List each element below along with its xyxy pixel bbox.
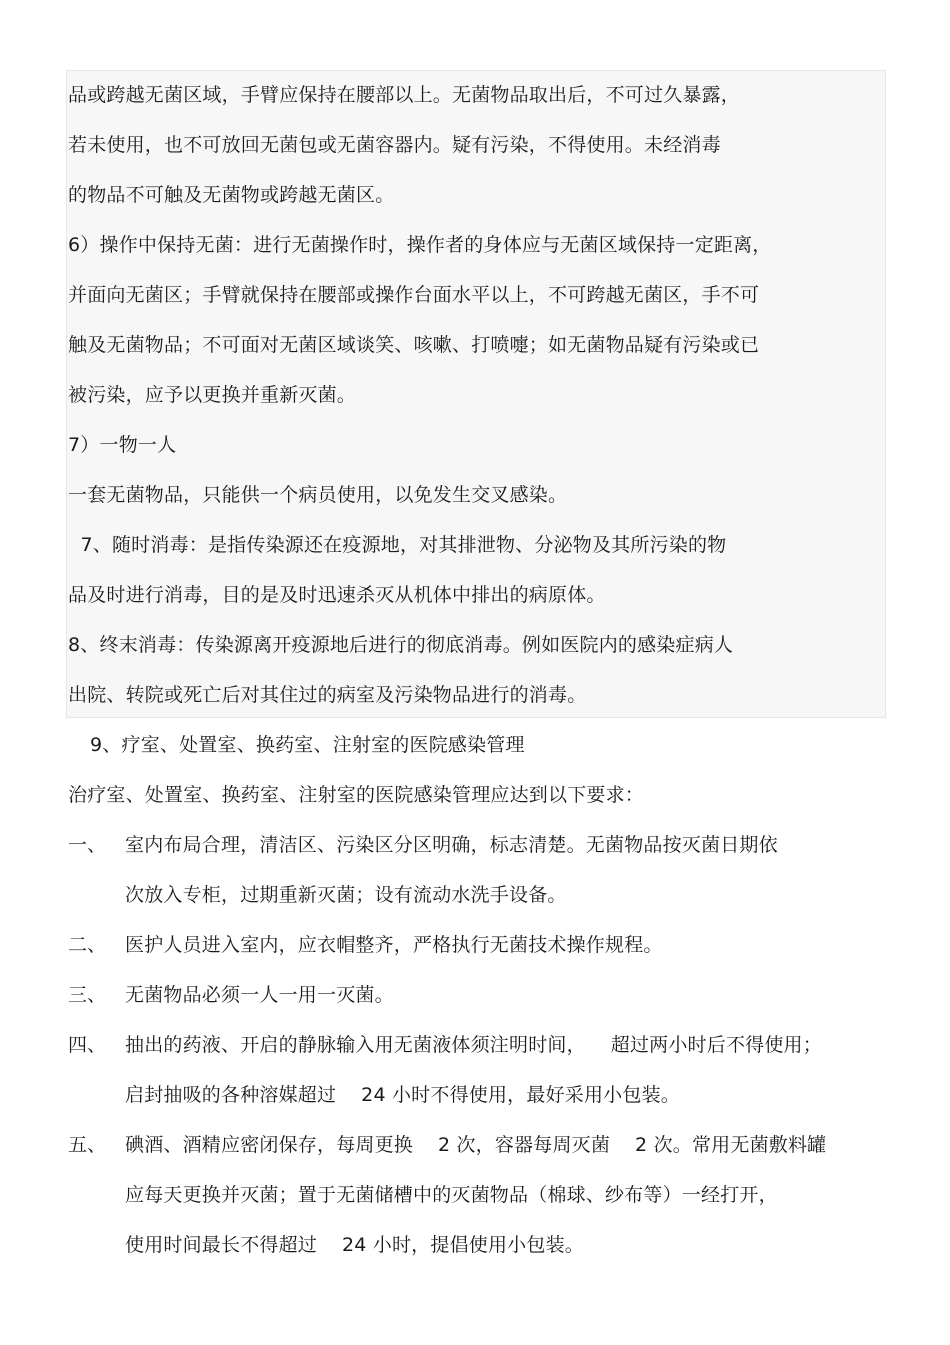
list-item-line: 室内布局合理，清洁区、污染区分区明确，标志清楚。无菌物品按灭菌日期依 (125, 834, 778, 856)
section-heading: 9、疗室、处置室、换药室、注射室的医院感染管理 (90, 734, 525, 756)
text-line: 6）操作中保持无菌：进行无菌操作时，操作者的身体应与无菌区域保持一定距离， (68, 234, 772, 256)
text-line: 被污染，应予以更换并重新灭菌。 (68, 384, 357, 406)
text-line: 出院、转院或死亡后对其住过的病室及污染物品进行的消毒。 (68, 684, 587, 706)
list-item-line: 启封抽吸的各种溶媒超过 24 小时不得使用，最好采用小包装。 (125, 1084, 680, 1106)
list-item-line: 医护人员进入室内，应衣帽整齐，严格执行无菌技术操作规程。 (125, 934, 663, 956)
list-item-line: 次放入专柜，过期重新灭菌；设有流动水洗手设备。 (125, 884, 567, 906)
list-item-line: 抽出的药液、开启的静脉输入用无菌液体须注明时间， 超过两小时后不得使用； (125, 1034, 822, 1056)
text-line: 触及无菌物品；不可面对无菌区域谈笑、咳嗽、打喷嚏；如无菌物品疑有污染或已 (68, 334, 760, 356)
text-line: 若未使用，也不可放回无菌包或无菌容器内。疑有污染，不得使用。未经消毒 (68, 134, 721, 156)
text-line: 的物品不可触及无菌物或跨越无菌区。 (68, 184, 395, 206)
text-line: 7、随时消毒：是指传染源还在疫源地，对其排泄物、分泌物及其所污染的物 (68, 534, 727, 556)
text-line: 品或跨越无菌区域，手臂应保持在腰部以上。无菌物品取出后，不可过久暴露， (68, 84, 741, 106)
list-number: 二、 (68, 934, 107, 956)
list-item-line: 使用时间最长不得超过 24 小时，提倡使用小包装。 (125, 1234, 584, 1256)
list-number: 一、 (68, 834, 107, 856)
text-line: 一套无菌物品，只能供一个病员使用，以免发生交叉感染。 (68, 484, 568, 506)
list-number: 五、 (68, 1134, 107, 1156)
text-line: 品及时进行消毒，目的是及时迅速杀灭从机体中排出的病原体。 (68, 584, 606, 606)
text-line: 8、终末消毒：传染源离开疫源地后进行的彻底消毒。例如医院内的感染症病人 (68, 634, 734, 656)
section-intro: 治疗室、处置室、换药室、注射室的医院感染管理应达到以下要求： (68, 784, 645, 806)
list-item-line: 无菌物品必须一人一用一灭菌。 (125, 984, 394, 1006)
list-number: 四、 (68, 1034, 107, 1056)
list-item-line: 碘酒、酒精应密闭保存，每周更换 2 次，容器每周灭菌 2 次。常用无菌敷料罐 (125, 1134, 827, 1156)
text-line: 并面向无菌区；手臂就保持在腰部或操作台面水平以上，不可跨越无菌区，手不可 (68, 284, 760, 306)
subheading: 7）一物一人 (68, 434, 177, 456)
list-item-line: 应每天更换并灭菌；置于无菌储槽中的灭菌物品（棉球、纱布等）一经打开， (125, 1184, 778, 1206)
list-number: 三、 (68, 984, 107, 1006)
